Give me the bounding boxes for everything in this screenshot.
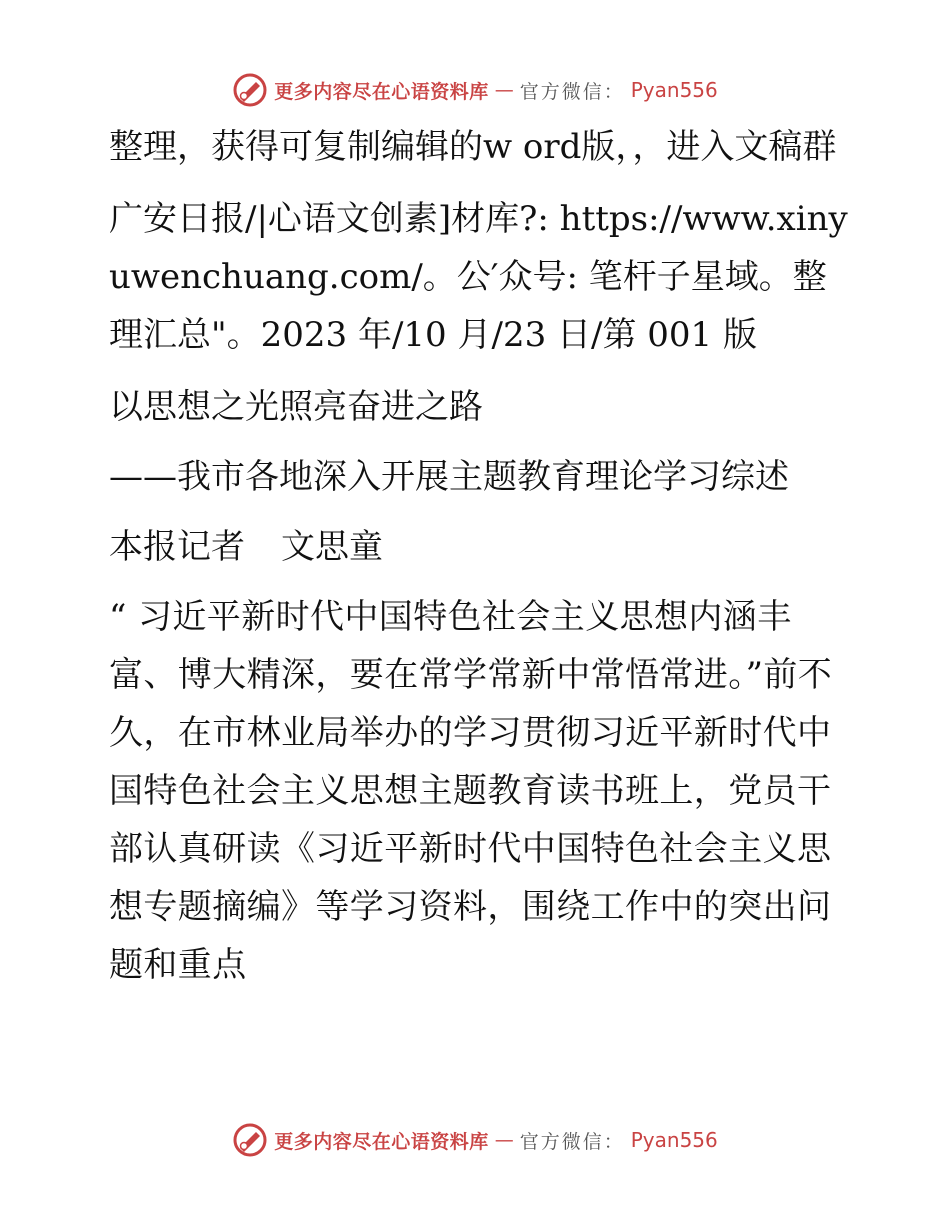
pen-circle-icon: [232, 72, 268, 108]
banner-wechat-label: 官方微信：: [519, 80, 625, 103]
footer-wechat-label: 官方微信：: [519, 1130, 625, 1153]
intro-line: 整理，获得可复制编辑的w ord版，，进入文稿群: [109, 127, 837, 167]
banner-dash: —: [494, 79, 514, 101]
footer-wechat-id: Pyan556: [630, 1128, 718, 1152]
document-body: [97, 118, 857, 1008]
article-title: 以思想之光照亮奋进之路: [109, 387, 483, 427]
paragraph-1: “ 习近平新时代中国特色社会主义思想内涵丰富、博大精深，要在常学常新中常悟常进。”前不久，在市林业局举办的学习贯彻习近平新时代中国特色社会主义思想主题教育读书班上，党员干部认真研读《习近平新时代中国特色社会主义思想专题摘编》等学习资料，围绕工作中的突出问题和重点: [109, 597, 833, 985]
source-line: 广安日报/|心语文创素]材库?: https://www.xinyuwenchuang.com/。公′众号: 笔杆子星域。整理汇总"。2023 年/10 月/23 日/第 001 版: [109, 199, 848, 355]
banner-main-text: 更多内容尽在心语资料库: [274, 80, 489, 103]
header-banner: [0, 68, 950, 112]
pen-circle-icon: [232, 1122, 268, 1158]
byline-label: 本报记者: [109, 527, 245, 567]
footer-dash: —: [494, 1129, 514, 1151]
byline: [97, 518, 857, 576]
byline-name: 文思童: [281, 527, 383, 567]
footer-main-text: 更多内容尽在心语资料库: [274, 1130, 489, 1153]
footer-banner: [0, 1118, 950, 1162]
banner-wechat-id: Pyan556: [630, 78, 718, 102]
article-subtitle: ——我市各地深入开展主题教育理论学习综述: [109, 457, 789, 497]
